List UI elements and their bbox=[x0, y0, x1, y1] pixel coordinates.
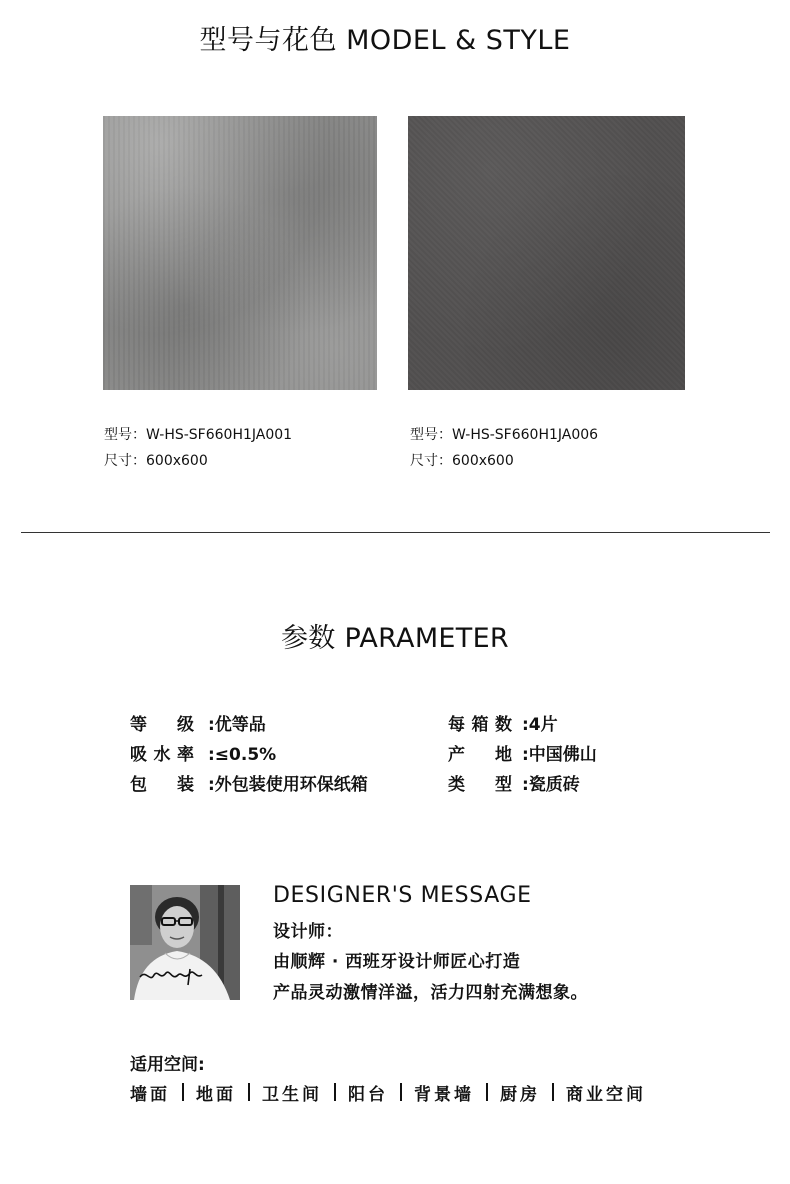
designer-line-1: 由顺辉 · 西班牙设计师匠心打造 bbox=[273, 952, 521, 972]
separator bbox=[552, 1083, 554, 1101]
param-key: 等 级 bbox=[130, 715, 194, 735]
param-value: :4片 bbox=[522, 715, 558, 735]
param-key: 吸水率 bbox=[130, 745, 194, 765]
separator bbox=[400, 1083, 402, 1101]
size-2: 尺寸：600x600 bbox=[410, 453, 514, 469]
separator bbox=[182, 1083, 184, 1101]
param-grade bbox=[130, 710, 266, 740]
model-number-1: 型号：W-HS-SF660H1JA001 bbox=[104, 427, 293, 443]
designer-label: 设计师： bbox=[273, 922, 343, 942]
param-type bbox=[448, 770, 580, 800]
parameter-title: 参数 PARAMETER bbox=[280, 623, 509, 654]
section-divider bbox=[21, 532, 770, 533]
space-item: 阳台 bbox=[348, 1084, 388, 1105]
spec-block-2 bbox=[410, 422, 598, 474]
separator bbox=[486, 1083, 488, 1101]
param-pieces-per-box bbox=[448, 710, 558, 740]
designer-line-2: 产品灵动激情洋溢，活力四射充满想象。 bbox=[273, 983, 588, 1003]
param-origin bbox=[448, 740, 597, 770]
param-key: 包 装 bbox=[130, 775, 194, 795]
space-item: 商业空间 bbox=[566, 1084, 646, 1105]
space-item: 背景墙 bbox=[414, 1084, 474, 1105]
param-key: 产 地 bbox=[448, 745, 512, 765]
param-value: :外包装使用环保纸箱 bbox=[208, 775, 368, 795]
param-key: 每箱数 bbox=[448, 715, 512, 735]
space-item: 厨房 bbox=[500, 1084, 540, 1105]
param-value: :瓷质砖 bbox=[522, 775, 580, 795]
model-number-2: 型号：W-HS-SF660H1JA006 bbox=[410, 427, 599, 443]
space-item: 卫生间 bbox=[262, 1084, 322, 1105]
param-value: :中国佛山 bbox=[522, 745, 597, 765]
tile-sample-light-grey bbox=[103, 116, 377, 390]
size-1: 尺寸：600x600 bbox=[104, 453, 208, 469]
model-style-title: 型号与花色 MODEL & STYLE bbox=[199, 25, 571, 56]
applicable-spaces-label: 适用空间: bbox=[130, 1055, 205, 1075]
spec-block-1 bbox=[104, 422, 292, 474]
tile-sample-dark-grey bbox=[408, 116, 685, 390]
designer-message-title: DESIGNER'S MESSAGE bbox=[273, 883, 532, 908]
param-water-absorption bbox=[130, 740, 276, 770]
designer-photo bbox=[130, 885, 240, 1000]
param-value: :≤0.5% bbox=[208, 745, 277, 765]
applicable-spaces-list bbox=[130, 1080, 646, 1104]
separator bbox=[334, 1083, 336, 1101]
space-item: 地面 bbox=[196, 1084, 236, 1105]
space-item: 墙面 bbox=[130, 1084, 170, 1105]
param-key: 类 型 bbox=[448, 775, 512, 795]
param-packaging bbox=[130, 770, 368, 800]
param-value: :优等品 bbox=[208, 715, 266, 735]
separator bbox=[248, 1083, 250, 1101]
